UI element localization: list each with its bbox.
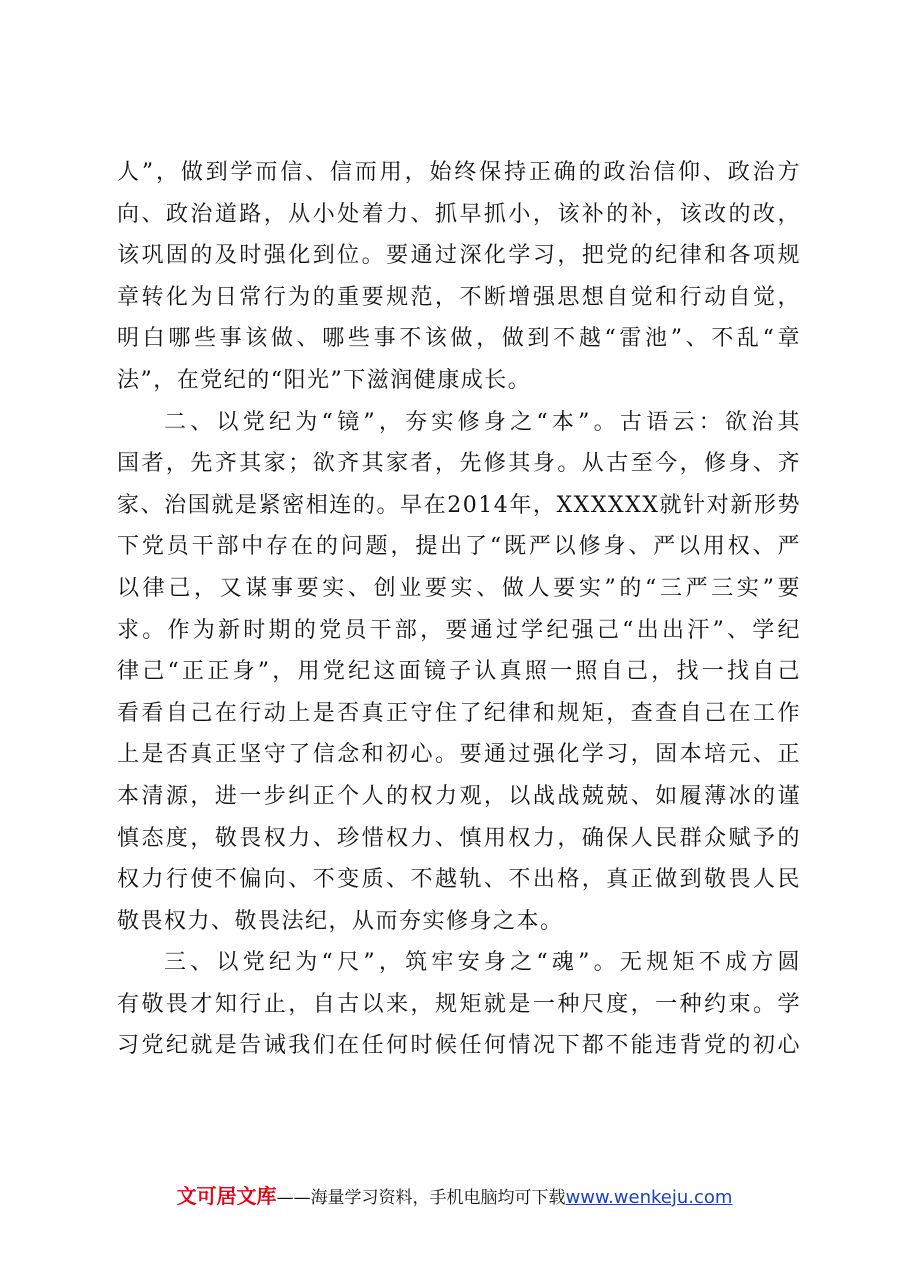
page-footer <box>0 1180 909 1209</box>
text-line: 本清源，进一步纠正个人的权力观，以战战兢兢、如履薄冰的谨 <box>117 783 801 809</box>
text-line: 以律己，又谋事要实、创业要实、做人要实”的“三严三实”要 <box>117 575 801 601</box>
text-line: 慎态度，敬畏权力、珍惜权力、慎用权力，确保人民群众赋予的 <box>117 825 801 851</box>
document-body <box>117 152 801 1067</box>
text-line: 家、治国就是紧密相连的。早在2014年，XXXXXX就针对新形势 <box>117 492 801 518</box>
text-line: 有敬畏才知行止，自古以来，规矩就是一种尺度，一种约束。学 <box>117 991 801 1017</box>
text-line: 人”，做到学而信、信而用，始终保持正确的政治信仰、政治方 <box>117 160 801 185</box>
text-line: 三、以党纪为“尺”，筑牢安身之“魂”。无规矩不成方圆 <box>164 950 801 976</box>
paragraph-1 <box>117 152 801 402</box>
text-line: 国者，先齐其家；欲齐其家者，先修其身。从古至今，修身、齐 <box>117 451 801 477</box>
text-line: 看看自己在行动上是否真正守住了纪律和规矩，查查自己在工作 <box>117 700 801 726</box>
text-line: 章转化为日常行为的重要规范，不断增强思想自觉和行动自觉， <box>117 284 801 310</box>
text-line: 该巩固的及时强化到位。要通过深化学习，把党的纪律和各项规 <box>117 243 801 269</box>
text-line: 向、政治道路，从小处着力、抓早抓小，该补的补，该改的改， <box>117 201 801 227</box>
text-line: 二、以党纪为“镜”，夯实修身之“本”。古语云：欲治其 <box>164 409 801 435</box>
text-line: 权力行使不偏向、不变质、不越轨、不出格，真正做到敬畏人民 <box>117 867 801 893</box>
footer-brand: 文可居文库 <box>176 1184 277 1208</box>
paragraph-3 <box>117 942 801 1067</box>
text-line: 求。作为新时期的党员干部，要通过学纪强己“出出汗”、学纪 <box>117 617 801 643</box>
text-line: 敬畏权力、敬畏法纪，从而夯实修身之本。 <box>117 908 564 934</box>
text-line: 明白哪些事该做、哪些事不该做，做到不越“雷池”、不乱“章 <box>117 326 801 352</box>
text-line: 法”，在党纪的“阳光”下滋润健康成长。 <box>117 367 532 393</box>
footer-tagline: ——海量学习资料，手机电脑均可下载 <box>276 1188 566 1208</box>
text-line: 上是否真正坚守了信念和初心。要通过强化学习，固本培元、正 <box>117 742 801 768</box>
text-line: 律己“正正身”，用党纪这面镜子认真照一照自己，找一找自己 <box>117 659 801 685</box>
text-line: 下党员干部中存在的问题，提出了“既严以修身、严以用权、严 <box>117 534 801 560</box>
footer-link[interactable]: www.wenkeju.com <box>565 1187 733 1208</box>
text-line: 习党纪就是告诫我们在任何时候任何情况下都不能违背党的初心 <box>117 1033 801 1059</box>
paragraph-2 <box>117 402 801 943</box>
